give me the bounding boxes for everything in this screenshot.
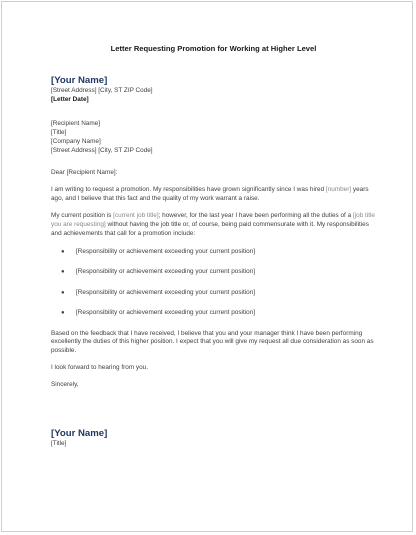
signature-title: [Title] — [51, 440, 67, 448]
paragraph-position-text-3: without having the job title or, of course, being paid commensurate with it. My responsibilities and achievements that call for a promotion include: — [51, 221, 369, 237]
recipient-block — [51, 120, 376, 156]
signature-block — [51, 428, 376, 449]
list-item — [51, 289, 376, 298]
years-placeholder: [number] — [325, 186, 352, 194]
responsibilities-list — [51, 248, 376, 318]
list-item — [51, 268, 376, 277]
requested-job-title-placeholder: [job title you are requesting] — [51, 212, 375, 229]
bullet-icon: ● — [61, 310, 65, 317]
letter-content — [51, 44, 376, 449]
recipient-company: [Company Name] — [51, 137, 101, 145]
closing: Sincerely, — [51, 381, 79, 389]
salutation: Dear [Recipient Name]: — [51, 169, 118, 177]
bullet-icon: ● — [61, 289, 65, 296]
list-item — [51, 309, 376, 318]
paragraph-intro-text-1: I am writing to request a promotion. My responsibilities have grown significantly since I was hired — [51, 186, 326, 194]
current-job-title-placeholder: [current job title] — [113, 212, 159, 220]
paragraph-feedback: Based on the feedback that I have received, I believe that you and your manager think I have been performing excellently the duties of this higher position. I expect that you will give my request all due consideration as soon as possible. — [51, 329, 374, 355]
list-item-text: [Responsibility or achievement exceeding your current position] — [76, 247, 256, 255]
paragraph-current-position — [51, 212, 376, 239]
sender-address: [Street Address] [City, ST ZIP Code] — [51, 87, 153, 94]
bullet-icon: ● — [61, 248, 65, 255]
letter-title: Letter Requesting Promotion for Working at Higher Level — [110, 44, 317, 53]
sender-block — [51, 75, 376, 105]
letter-page — [1, 1, 413, 532]
list-item-text: [Responsibility or achievement exceeding your current position] — [76, 309, 256, 317]
list-item-text: [Responsibility or achievement exceeding your current position] — [76, 268, 256, 276]
letter-date: [Letter Date] — [51, 95, 89, 103]
list-item — [51, 248, 376, 257]
paragraph-intro-text-2: years ago, and I believe that this fact and the quality of my work warrant a raise. — [51, 186, 369, 203]
paragraph-look-forward: I look forward to hearing from you. — [51, 364, 148, 372]
sender-name: [Your Name] — [51, 75, 108, 86]
paragraph-intro — [51, 186, 376, 204]
recipient-name: [Recipient Name] — [51, 119, 101, 127]
list-item-text: [Responsibility or achievement exceeding your current position] — [76, 288, 256, 296]
paragraph-position-text-2: ; however, for the last year I have been performing all the duties of a — [158, 212, 353, 220]
bullet-icon: ● — [61, 269, 65, 276]
paragraph-position-text-1: My current position is — [51, 212, 114, 220]
signature-name: [Your Name] — [51, 428, 108, 440]
recipient-title: [Title] — [51, 128, 67, 136]
recipient-address: [Street Address] [City, ST ZIP Code] — [51, 146, 153, 154]
